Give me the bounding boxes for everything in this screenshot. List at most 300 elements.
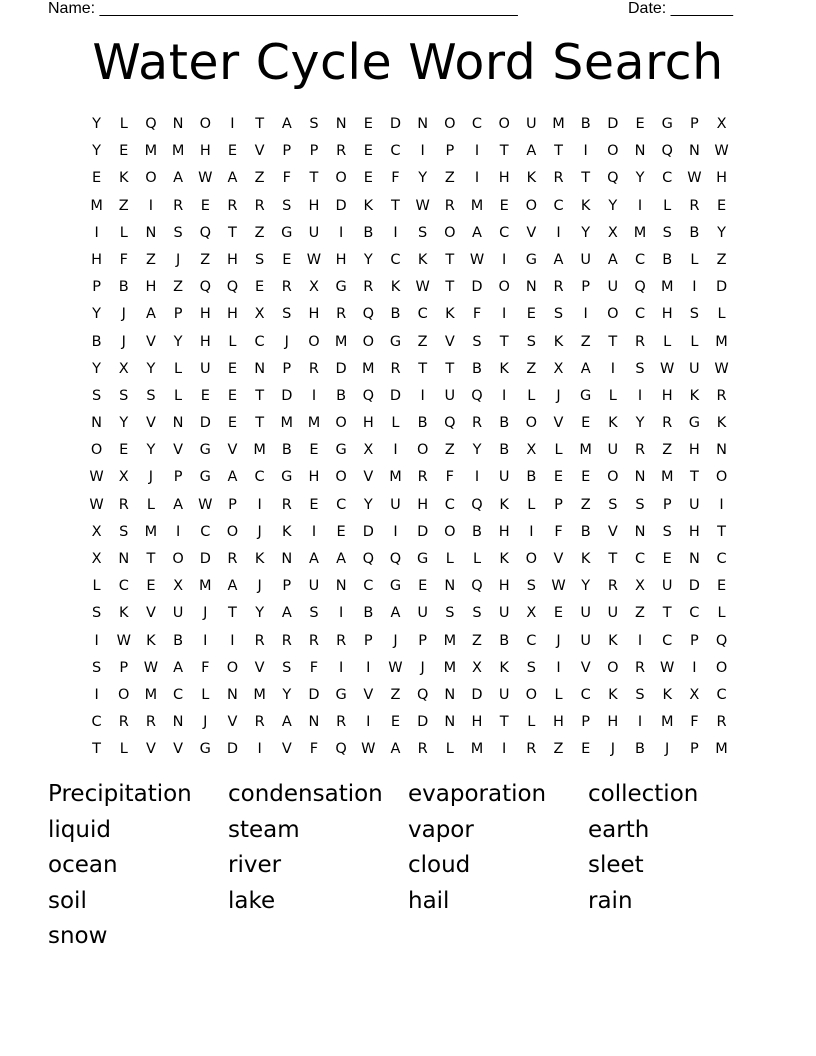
grid-letter[interactable]: S [689,306,699,323]
grid-letter[interactable]: R [417,741,428,758]
grid-letter[interactable]: Y [119,415,129,432]
grid-letter[interactable]: V [254,143,265,160]
grid-letter[interactable]: S [526,659,536,676]
grid-letter[interactable]: N [444,714,456,731]
grid-letter[interactable]: V [580,659,591,676]
grid-letter[interactable]: B [472,360,482,377]
grid-letter[interactable]: M [253,442,266,459]
grid-letter[interactable]: Q [362,306,375,323]
grid-letter[interactable]: S [445,605,455,622]
grid-letter[interactable]: T [228,224,237,241]
grid-letter[interactable]: O [444,224,456,241]
grid-letter[interactable]: S [635,686,645,703]
grid-letter[interactable]: G [688,415,700,432]
grid-letter[interactable]: A [281,605,292,622]
grid-letter[interactable]: I [474,143,480,160]
grid-letter[interactable]: E [200,197,210,214]
grid-letter[interactable]: Z [635,605,645,622]
grid-letter[interactable]: B [472,523,482,540]
grid-letter[interactable]: X [635,578,645,595]
grid-letter[interactable]: I [529,523,534,540]
grid-letter[interactable]: E [418,578,428,595]
grid-letter[interactable]: U [607,605,619,622]
grid-letter[interactable]: T [445,360,455,377]
grid-letter[interactable]: R [363,279,374,296]
grid-letter[interactable]: I [366,714,371,731]
grid-letter[interactable]: C [444,496,455,513]
grid-letter[interactable]: Q [335,741,347,758]
grid-letter[interactable]: Z [472,632,482,649]
grid-letter[interactable]: E [146,578,156,595]
grid-letter[interactable]: O [525,197,538,214]
grid-letter[interactable]: H [688,523,700,540]
grid-letter[interactable]: W [469,251,485,268]
grid-letter[interactable]: L [119,741,128,758]
grid-letter[interactable]: L [445,551,454,567]
grid-letter[interactable]: T [255,387,265,404]
grid-letter[interactable]: Q [715,632,728,649]
grid-letter[interactable]: T [309,170,319,187]
grid-letter[interactable]: Z [526,360,537,377]
grid-letter[interactable]: H [716,170,727,187]
grid-letter[interactable]: I [338,659,344,676]
grid-letter[interactable]: L [445,741,454,758]
grid-letter[interactable]: R [390,360,401,377]
grid-letter[interactable]: F [309,741,319,758]
grid-letter[interactable]: O [362,333,375,350]
grid-letter[interactable]: K [445,306,455,323]
grid-letter[interactable]: A [227,170,238,187]
grid-letter[interactable]: Y [282,686,292,703]
grid-letter[interactable]: Y [608,197,618,214]
grid-letter[interactable]: E [119,442,129,459]
grid-letter[interactable]: V [363,469,374,486]
grid-letter[interactable]: J [148,469,154,486]
grid-letter[interactable]: T [228,605,237,622]
grid-letter[interactable]: S [472,605,482,622]
grid-letter[interactable]: Z [444,442,455,459]
grid-letter[interactable]: O [444,116,456,132]
grid-letter[interactable]: W [415,197,430,214]
grid-letter[interactable]: C [91,714,102,731]
grid-letter[interactable]: V [145,333,156,350]
grid-letter[interactable]: A [281,116,292,132]
grid-letter[interactable]: T [499,714,509,731]
grid-letter[interactable]: C [716,551,727,567]
grid-letter[interactable]: S [309,116,319,132]
grid-letter[interactable]: C [553,197,564,214]
grid-letter[interactable]: H [226,306,238,323]
grid-letter[interactable]: Y [92,116,102,132]
grid-letter[interactable]: Z [580,333,591,350]
grid-letter[interactable]: C [417,306,428,323]
grid-letter[interactable]: F [201,659,210,676]
grid-letter[interactable]: V [173,741,184,758]
grid-letter[interactable]: S [309,605,319,622]
grid-letter[interactable]: U [580,251,591,268]
grid-letter[interactable]: U [580,632,591,649]
grid-letter[interactable]: E [499,197,509,214]
grid-letter[interactable]: M [280,415,294,432]
grid-letter[interactable]: I [637,714,643,731]
grid-letter[interactable]: K [689,387,700,404]
grid-letter[interactable]: G [281,224,293,241]
grid-letter[interactable]: L [119,224,128,241]
grid-letter[interactable]: K [119,170,129,187]
grid-letter[interactable]: O [607,143,619,160]
grid-letter[interactable]: P [282,360,292,377]
grid-letter[interactable]: K [254,551,265,567]
grid-letter[interactable]: Z [254,170,265,187]
grid-letter[interactable]: R [336,714,347,731]
grid-letter[interactable]: A [281,714,292,731]
grid-letter[interactable]: R [173,197,184,214]
grid-letter[interactable]: I [556,224,561,241]
grid-letter[interactable]: Z [145,251,156,268]
grid-letter[interactable]: L [554,686,563,703]
grid-letter[interactable]: I [175,523,181,540]
grid-letter[interactable]: C [634,251,646,268]
grid-letter[interactable]: H [335,251,347,268]
grid-letter[interactable]: V [607,523,618,540]
grid-letter[interactable]: M [715,333,728,350]
grid-letter[interactable]: T [255,116,265,132]
grid-letter[interactable]: Y [472,442,482,459]
grid-letter[interactable]: W [660,360,675,377]
grid-letter[interactable]: V [173,442,184,459]
grid-letter[interactable]: T [499,143,509,160]
grid-letter[interactable]: X [553,360,564,377]
grid-letter[interactable]: D [335,197,347,214]
grid-letter[interactable]: X [363,442,374,459]
grid-letter[interactable]: I [692,659,697,676]
grid-letter[interactable]: M [144,686,158,703]
grid-letter[interactable]: C [662,170,673,187]
grid-letter[interactable]: C [689,605,700,622]
grid-letter[interactable]: M [307,415,321,432]
grid-letter[interactable]: T [391,197,400,214]
grid-letter[interactable]: K [499,360,509,377]
grid-letter[interactable]: K [499,496,509,513]
grid-letter[interactable]: L [146,496,155,513]
grid-letter[interactable]: E [635,116,645,132]
grid-letter[interactable]: K [363,197,374,214]
grid-letter[interactable]: V [526,224,537,241]
grid-letter[interactable]: T [608,551,618,567]
grid-letter[interactable]: N [634,143,646,160]
grid-letter[interactable]: N [308,714,320,731]
grid-letter[interactable]: N [91,415,103,432]
grid-letter[interactable]: J [420,659,425,676]
grid-letter[interactable]: O [335,415,347,432]
grid-letter[interactable]: R [716,714,727,731]
grid-letter[interactable]: E [553,605,564,622]
grid-letter[interactable]: A [390,605,401,622]
grid-letter[interactable]: Z [444,170,455,187]
grid-letter[interactable]: T [581,170,591,187]
grid-letter[interactable]: I [502,251,507,268]
grid-letter[interactable]: I [420,143,425,160]
grid-letter[interactable]: D [715,279,728,296]
grid-letter[interactable]: H [226,251,238,268]
grid-letter[interactable]: L [690,251,699,268]
grid-letter[interactable]: L [174,360,183,377]
grid-letter[interactable]: Y [146,360,156,377]
grid-letter[interactable]: M [253,686,266,703]
grid-letter[interactable]: I [393,442,398,459]
grid-letter[interactable]: T [255,415,265,432]
grid-letter[interactable]: K [119,605,129,622]
grid-letter[interactable]: A [607,251,618,268]
grid-letter[interactable]: B [173,632,184,649]
grid-letter[interactable]: T [689,469,699,486]
grid-letter[interactable]: N [688,143,700,160]
grid-letter[interactable]: N [688,551,700,567]
grid-letter[interactable]: Q [607,170,619,187]
grid-letter[interactable]: I [474,170,480,187]
grid-letter[interactable]: B [526,469,537,486]
grid-letter[interactable]: T [445,251,455,268]
grid-letter[interactable]: U [308,224,320,241]
grid-letter[interactable]: A [390,741,401,758]
grid-letter[interactable]: R [607,578,618,595]
grid-letter[interactable]: A [309,551,319,567]
grid-letter[interactable]: H [199,306,211,323]
grid-letter[interactable]: I [257,741,262,758]
grid-letter[interactable]: T [717,523,726,540]
grid-letter[interactable]: G [281,469,293,486]
grid-letter[interactable]: O [145,170,157,187]
grid-letter[interactable]: I [94,686,99,703]
grid-letter[interactable]: P [689,116,699,132]
grid-letter[interactable]: K [716,415,727,432]
grid-letter[interactable]: G [417,551,429,567]
grid-letter[interactable]: F [472,306,482,323]
grid-letter[interactable]: J [203,714,208,731]
grid-letter[interactable]: Z [580,496,591,513]
grid-letter[interactable]: A [553,251,564,268]
grid-letter[interactable]: M [443,632,457,649]
grid-letter[interactable]: G [335,442,347,459]
grid-letter[interactable]: H [688,442,700,459]
grid-letter[interactable]: T [554,143,563,160]
grid-letter[interactable]: C [634,306,646,323]
grid-letter[interactable]: L [527,496,536,513]
grid-letter[interactable]: H [471,714,483,731]
grid-letter[interactable]: I [94,224,99,241]
grid-letter[interactable]: L [717,306,726,323]
grid-letter[interactable]: X [118,469,129,486]
grid-letter[interactable]: B [363,224,374,241]
grid-letter[interactable]: X [91,523,102,540]
grid-letter[interactable]: Z [553,741,564,758]
grid-letter[interactable]: E [336,523,346,540]
grid-letter[interactable]: W [714,143,729,160]
grid-letter[interactable]: J [121,306,126,323]
grid-letter[interactable]: P [363,632,373,649]
grid-letter[interactable]: G [199,741,211,758]
grid-letter[interactable]: W [361,741,376,758]
grid-letter[interactable]: C [471,116,483,132]
grid-letter[interactable]: N [254,360,266,377]
grid-letter[interactable]: N [335,578,347,595]
grid-letter[interactable]: A [173,170,184,187]
grid-letter[interactable]: K [499,551,509,567]
grid-letter[interactable]: I [366,659,371,676]
grid-letter[interactable]: U [526,116,537,132]
grid-letter[interactable]: E [282,251,292,268]
grid-letter[interactable]: P [282,578,292,595]
grid-letter[interactable]: C [580,686,591,703]
grid-letter[interactable]: J [556,632,561,649]
grid-letter[interactable]: D [199,415,211,432]
grid-letter[interactable]: B [580,116,591,132]
grid-letter[interactable]: X [308,279,319,296]
grid-letter[interactable]: X [472,659,482,676]
grid-letter[interactable]: B [390,306,401,323]
grid-letter[interactable]: P [662,496,672,513]
grid-letter[interactable]: K [499,659,509,676]
grid-letter[interactable]: Q [226,279,239,296]
grid-letter[interactable]: T [418,360,428,377]
grid-letter[interactable]: W [116,632,131,649]
grid-letter[interactable]: E [363,143,373,160]
grid-letter[interactable]: I [502,741,507,758]
grid-letter[interactable]: O [308,333,320,350]
grid-letter[interactable]: U [390,496,401,513]
grid-letter[interactable]: Y [635,170,645,187]
grid-letter[interactable]: R [716,387,727,404]
grid-letter[interactable]: J [556,387,561,404]
grid-letter[interactable]: I [393,224,398,241]
grid-letter[interactable]: D [389,387,402,404]
grid-letter[interactable]: S [608,496,618,513]
grid-letter[interactable]: Y [363,496,373,513]
grid-letter[interactable]: O [199,116,211,132]
grid-letter[interactable]: C [363,578,374,595]
grid-letter[interactable]: J [175,251,181,268]
grid-letter[interactable]: T [662,605,672,622]
grid-letter[interactable]: G [199,469,211,486]
grid-letter[interactable]: R [281,496,292,513]
grid-letter[interactable]: U [580,605,591,622]
grid-letter[interactable]: N [281,551,293,567]
grid-letter[interactable]: Y [92,306,102,323]
grid-letter[interactable]: R [227,551,238,567]
grid-letter[interactable]: V [145,415,156,432]
grid-letter[interactable]: S [146,387,156,404]
grid-letter[interactable]: G [580,387,592,404]
grid-letter[interactable]: H [308,469,320,486]
grid-letter[interactable]: B [689,224,700,241]
grid-letter[interactable]: O [226,523,239,540]
grid-letter[interactable]: S [635,496,645,513]
grid-letter[interactable]: R [662,415,673,432]
grid-letter[interactable]: H [607,714,619,731]
grid-letter[interactable]: L [174,387,183,404]
grid-letter[interactable]: M [144,143,158,160]
grid-letter[interactable]: N [444,578,456,595]
grid-letter[interactable]: H [362,415,374,432]
grid-letter[interactable]: V [254,659,265,676]
grid-letter[interactable]: S [472,333,482,350]
grid-letter[interactable]: S [173,224,183,241]
grid-letter[interactable]: W [306,251,322,268]
grid-letter[interactable]: N [417,116,429,132]
grid-letter[interactable]: G [389,333,402,350]
grid-letter[interactable]: V [281,741,292,758]
grid-letter[interactable]: B [417,415,428,432]
grid-letter[interactable]: O [498,116,510,132]
grid-letter[interactable]: O [525,551,538,567]
grid-letter[interactable]: S [91,659,102,676]
grid-letter[interactable]: U [661,578,673,595]
grid-letter[interactable]: X [607,224,618,241]
grid-letter[interactable]: L [391,415,400,432]
grid-letter[interactable]: J [610,741,615,758]
grid-letter[interactable]: B [499,415,510,432]
grid-letter[interactable]: N [335,116,347,132]
grid-letter[interactable]: I [719,496,724,513]
grid-letter[interactable]: L [119,116,128,132]
grid-letter[interactable]: M [389,469,402,486]
grid-letter[interactable]: U [172,605,184,622]
grid-letter[interactable]: N [118,551,130,567]
grid-letter[interactable]: U [417,605,428,622]
grid-letter[interactable]: E [581,415,591,432]
grid-letter[interactable]: A [580,360,591,377]
grid-letter[interactable]: W [198,496,213,513]
grid-letter[interactable]: S [255,251,265,268]
grid-letter[interactable]: E [581,741,591,758]
grid-letter[interactable]: R [227,197,238,214]
grid-letter[interactable]: I [311,387,317,404]
grid-letter[interactable]: O [607,659,619,676]
grid-letter[interactable]: H [661,306,673,323]
grid-letter[interactable]: Q [199,224,211,241]
grid-letter[interactable]: Q [471,578,483,595]
grid-letter[interactable]: P [581,714,591,731]
grid-letter[interactable]: C [499,224,510,241]
grid-letter[interactable]: Q [362,551,375,567]
grid-letter[interactable]: K [580,551,591,567]
grid-letter[interactable]: U [308,578,320,595]
grid-letter[interactable]: Y [255,605,265,622]
date-field-label[interactable]: Date: _______ [628,0,733,17]
grid-letter[interactable]: M [443,659,457,676]
grid-letter[interactable]: I [94,632,99,649]
grid-letter[interactable]: X [118,360,129,377]
grid-letter[interactable]: G [335,279,347,296]
grid-letter[interactable]: S [526,578,536,595]
grid-letter[interactable]: X [254,306,265,323]
grid-letter[interactable]: S [282,659,292,676]
grid-letter[interactable]: X [526,605,537,622]
grid-letter[interactable]: E [227,387,238,404]
grid-letter[interactable]: D [362,523,374,540]
grid-letter[interactable]: T [499,333,509,350]
grid-letter[interactable]: L [690,333,699,350]
grid-letter[interactable]: L [717,605,726,622]
grid-letter[interactable]: Y [581,224,591,241]
grid-letter[interactable]: R [634,333,646,350]
grid-letter[interactable]: P [581,279,591,296]
grid-letter[interactable]: P [309,143,319,160]
grid-letter[interactable]: H [498,523,510,540]
grid-letter[interactable]: R [281,279,292,296]
grid-letter[interactable]: I [692,279,697,296]
grid-letter[interactable]: S [119,523,129,540]
